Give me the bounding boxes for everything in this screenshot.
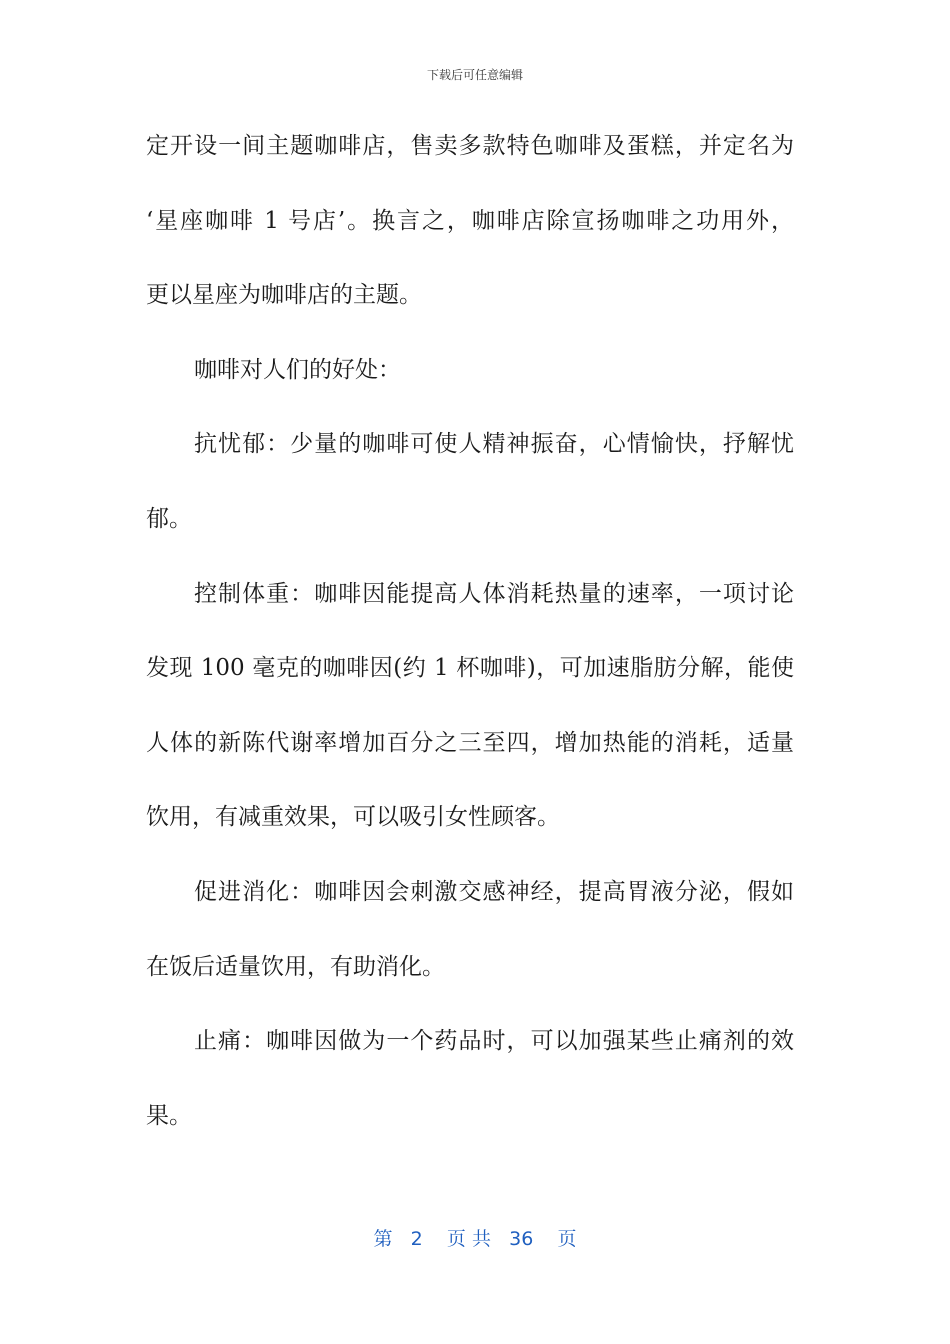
- footer-total-unit: 页: [557, 1228, 577, 1250]
- footer-total-label: 共: [471, 1228, 491, 1250]
- body-line: 止痛：咖啡因做为一个药品时，可以加强某些止痛剂的效: [194, 1028, 794, 1055]
- page-header: 下载后可任意编辑: [426, 68, 523, 82]
- body-line: 定开设一间主题咖啡店，售卖多款特色咖啡及蛋糕，并定名为: [146, 133, 794, 159]
- body-line: 发现 100 毫克的咖啡因(约 1 杯咖啡)，可加速脂肪分解，能使: [146, 655, 794, 682]
- footer-page-unit: 页: [446, 1228, 466, 1250]
- body-line: 控制体重：咖啡因能提高人体消耗热量的速率，一项讨论: [194, 580, 794, 607]
- body-line: 饮用，有减重效果，可以吸引女性顾客。: [146, 804, 560, 831]
- body-line: 促进消化：咖啡因会刺激交感神经，提高胃液分泌，假如: [194, 878, 794, 905]
- body-line: 在饭后适量饮用，有助消化。: [146, 953, 445, 980]
- footer-page-label: 第: [373, 1228, 393, 1250]
- body-line: ‘星座咖啡 1 号店’。换言之，咖啡店除宣扬咖啡之功用外，: [146, 207, 794, 234]
- body-line: 郁。: [146, 505, 192, 532]
- document-body: [146, 125, 794, 1169]
- body-line: 抗忧郁：少量的咖啡可使人精神振奋，心情愉快，抒解忧: [194, 431, 794, 458]
- body-line: 人体的新陈代谢率增加百分之三至四，增加热能的消耗，适量: [146, 729, 794, 756]
- body-line: 更以星座为咖啡店的主题。: [146, 282, 422, 309]
- footer-page-number: 2: [410, 1228, 423, 1250]
- footer-total-pages: 36: [509, 1228, 534, 1250]
- section-heading: 咖啡对人们的好处：: [194, 356, 401, 383]
- body-line: 果。: [146, 1102, 192, 1129]
- page-footer: [0, 1224, 950, 1251]
